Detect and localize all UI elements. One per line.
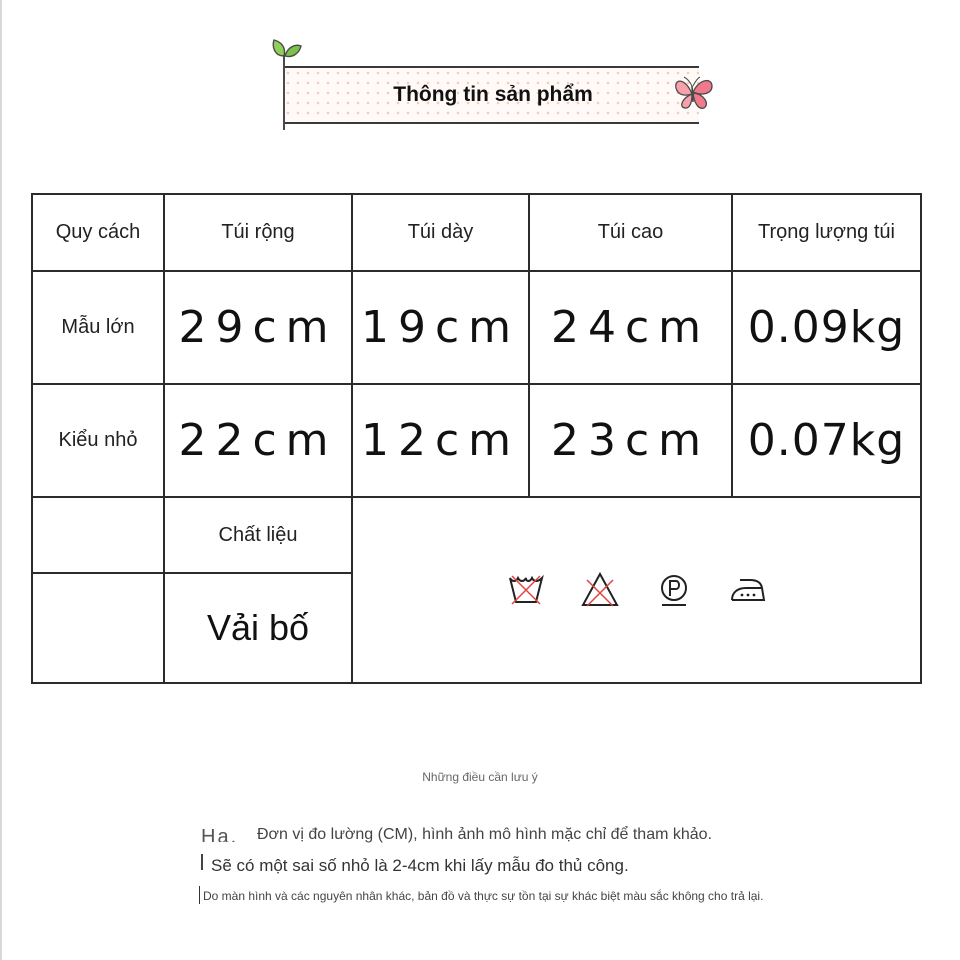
text-cursor [199,886,200,904]
care-icons-cell [352,497,921,683]
small-height-value: 23cm [529,384,732,497]
notes-title: Những điều cần lưu ý [422,770,538,784]
table-row [32,497,921,573]
note-line-2: Sẽ có một sai số nhỏ là 2-4cm khi lấy mẫu đo thủ công. [211,856,629,875]
empty-cell [32,573,164,683]
material-label: Chất liệu [164,497,352,573]
material-value: Vải bố [164,573,352,683]
header-thickness: Túi dày [352,194,529,271]
small-thickness-value: 12cm [352,384,529,497]
large-width-value: 29cm [164,271,352,384]
row-label-small: Kiểu nhỏ [32,384,164,497]
note-line-3: Do màn hình và các nguyên nhân khác, bản đồ và thực sự tồn tại sự khác biệt màu sắc không cho trả lại. [203,889,764,903]
header-weight: Trọng lượng túi [732,194,921,271]
large-weight-value: 0.09kg [732,271,921,384]
care-icons [353,570,920,610]
dry-clean-p-icon [654,570,694,610]
large-height-value: 24cm [529,271,732,384]
table-row [32,271,921,384]
large-thickness-value: 19cm [352,271,529,384]
header-width: Túi rộng [164,194,352,271]
row-label-large: Mẫu lớn [32,271,164,384]
table-header-row [32,194,921,271]
no-wash-icon [506,570,546,610]
header-spec: Quy cách [32,194,164,271]
banner-title: Thông tin sản phẩm [393,83,593,106]
left-edge-line [0,0,2,960]
table-row [32,384,921,497]
spec-table [31,193,922,684]
empty-cell [32,497,164,573]
header-height: Túi cao [529,194,732,271]
iron-icon [728,570,768,610]
small-width-value: 22cm [164,384,352,497]
butterfly-icon [670,72,716,116]
note-mark [201,854,203,870]
no-bleach-icon [580,570,620,610]
small-weight-value: 0.07kg [732,384,921,497]
note-line-1: Đơn vị đo lường (CM), hình ảnh mô hình mặc chỉ để tham khảo. [257,826,713,843]
note-prefix: Ha. [201,826,239,842]
